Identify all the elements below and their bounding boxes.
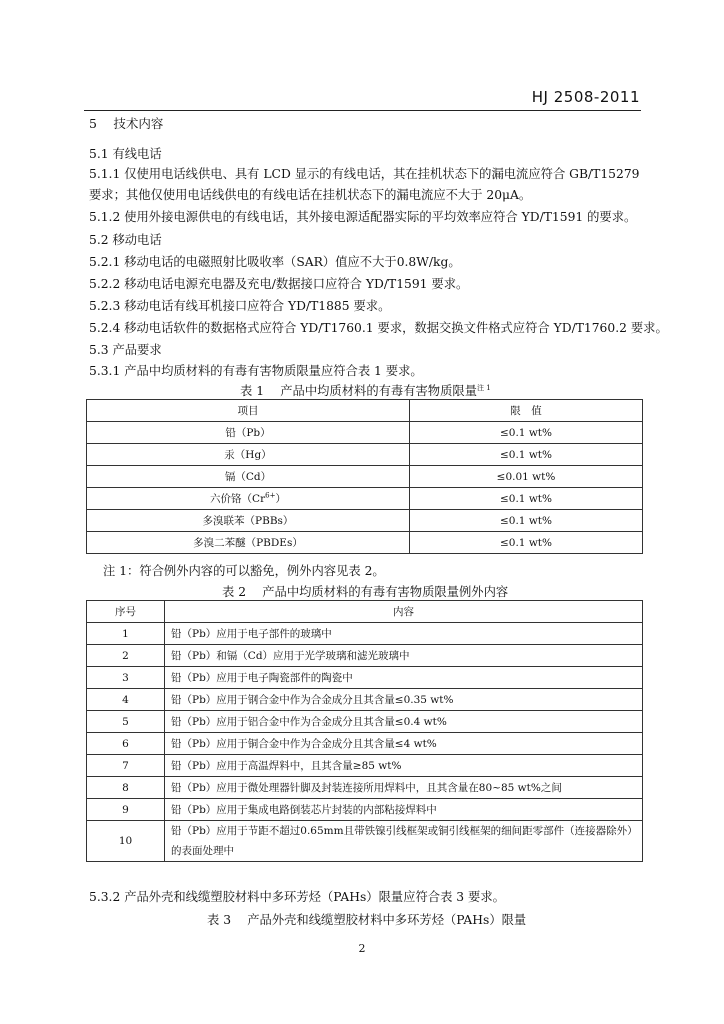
clause-5-3-2: 5.3.2 产品外壳和线缆塑胶材料中多环芳烃（PAHs）限量应符合表 3 要求。 (89, 890, 505, 904)
table-1-item-text: 六价铬（Cr (210, 493, 266, 505)
table-1-header-limit: 限 值 (410, 400, 643, 422)
table-row (87, 488, 643, 510)
section-5-title: 5 技术内容 (89, 116, 164, 131)
table-2 (86, 600, 643, 862)
table-2-no: 2 (87, 645, 165, 667)
table-row (87, 799, 643, 821)
table-1-item: 铅（Pb） (87, 422, 410, 444)
table-1-caption (240, 381, 491, 399)
clause-5-2-1: 5.2.1 移动电话的电磁照射比吸收率（SAR）值应不大于0.8W/kg。 (89, 255, 461, 269)
clause-5-2-2: 5.2.2 移动电话电源充电器及充电/数据接口应符合 YD/T1591 要求。 (89, 277, 469, 291)
table-row (87, 623, 643, 645)
table-2-header-row (87, 601, 643, 623)
document-code: HJ 2508-2011 (531, 88, 640, 106)
table-row (87, 711, 643, 733)
table-row (87, 444, 643, 466)
clause-5-3-1: 5.3.1 产品中均质材料的有毒有害物质限量应符合表 1 要求。 (89, 364, 423, 378)
section-5-2-heading: 5.2 移动电话 (89, 233, 162, 247)
table-row (87, 755, 643, 777)
table-2-no: 10 (87, 821, 165, 862)
table-2-content: 铅（Pb）应用于节距不超过0.65mm且带铁镍引线框架或铜引线框架的细间距零部件（连接器除外）的表面处理中 (165, 821, 643, 862)
table-2-no: 8 (87, 777, 165, 799)
table-1-item: 汞（Hg） (87, 444, 410, 466)
table-1-item: 镉（Cd） (87, 466, 410, 488)
table-row (87, 821, 643, 862)
table-2-content: 铅（Pb）应用于铝合金中作为合金成分且其含量≤0.4 wt% (165, 711, 643, 733)
table-row (87, 667, 643, 689)
table-2-content: 铅（Pb）应用于铜合金中作为合金成分且其含量≤4 wt% (165, 733, 643, 755)
table-2-content: 铅（Pb）和镉（Cd）应用于光学玻璃和滤光玻璃中 (165, 645, 643, 667)
table-1-caption-note-ref: 注 1 (477, 383, 491, 392)
table-1-item: 多溴联苯（PBBs） (87, 510, 410, 532)
table-row (87, 422, 643, 444)
table-1-limit: ≤0.1 wt% (410, 444, 643, 466)
table-row (87, 689, 643, 711)
table-row (87, 733, 643, 755)
table-2-no: 1 (87, 623, 165, 645)
table-2-no: 3 (87, 667, 165, 689)
table-2-content: 铅（Pb）应用于集成电路倒装芯片封装的内部粘接焊料中 (165, 799, 643, 821)
table-2-no: 7 (87, 755, 165, 777)
table-row (87, 510, 643, 532)
table-1-note: 注 1：符合例外内容的可以豁免，例外内容见表 2。 (103, 564, 385, 578)
table-2-caption: 表 2 产品中均质材料的有毒有害物质限量例外内容 (222, 585, 509, 599)
table-1 (86, 399, 643, 554)
table-row (87, 777, 643, 799)
table-1-caption-text: 表 1 产品中均质材料的有毒有害物质限量 (240, 384, 477, 398)
table-row (87, 645, 643, 667)
table-1-limit: ≤0.01 wt% (410, 466, 643, 488)
section-5-1-heading: 5.1 有线电话 (89, 147, 162, 161)
table-2-no: 6 (87, 733, 165, 755)
table-row (87, 466, 643, 488)
table-2-content: 铅（Pb）应用于电子部件的玻璃中 (165, 623, 643, 645)
table-1-limit: ≤0.1 wt% (410, 488, 643, 510)
table-1-limit: ≤0.1 wt% (410, 422, 643, 444)
table-1-item: 多溴二苯醚（PBDEs） (87, 532, 410, 554)
clause-5-2-4: 5.2.4 移动电话软件的数据格式应符合 YD/T1760.1 要求，数据交换文件格式应符合 YD/T1760.2 要求。 (89, 321, 668, 335)
table-row (87, 532, 643, 554)
table-2-no: 5 (87, 711, 165, 733)
table-2-content: 铅（Pb）应用于钢合金中作为合金成分且其含量≤0.35 wt% (165, 689, 643, 711)
section-5-3-heading: 5.3 产品要求 (89, 343, 162, 357)
clause-5-2-3: 5.2.3 移动电话有线耳机接口应符合 YD/T1885 要求。 (89, 299, 391, 313)
table-3-caption: 表 3 产品外壳和线缆塑胶材料中多环芳烃（PAHs）限量 (207, 913, 527, 927)
table-1-limit: ≤0.1 wt% (410, 532, 643, 554)
table-2-no: 9 (87, 799, 165, 821)
clause-5-1-1-line2: 要求；其他仅使用电话线供电的有线电话在挂机状态下的漏电流应不大于 20μA。 (89, 188, 532, 202)
table-1-header-row (87, 400, 643, 422)
table-1-item-tail: ） (275, 493, 286, 505)
clause-5-1-1-line1: 5.1.1 仅使用电话线供电、具有 LCD 显示的有线电话，其在挂机状态下的漏电流应符合 GB/T15279 (89, 167, 640, 181)
page-number: 2 (358, 942, 366, 955)
table-1-header-item: 项目 (87, 400, 410, 422)
header-rule (84, 110, 641, 111)
table-2-header-no: 序号 (87, 601, 165, 623)
table-2-content: 铅（Pb）应用于微处理器针脚及封装连接所用焊料中，且其含量在80~85 wt%之间 (165, 777, 643, 799)
table-2-content: 铅（Pb）应用于高温焊料中，且其含量≥85 wt% (165, 755, 643, 777)
table-2-no: 4 (87, 689, 165, 711)
table-1-limit: ≤0.1 wt% (410, 510, 643, 532)
table-1-item-superscript: 6+ (265, 491, 276, 500)
clause-5-1-2: 5.1.2 使用外接电源供电的有线电话，其外接电源适配器实际的平均效率应符合 YD/T1591 的要求。 (89, 210, 637, 224)
table-2-content: 铅（Pb）应用于电子陶瓷部件的陶瓷中 (165, 667, 643, 689)
table-2-header-content: 内容 (165, 601, 643, 623)
table-1-item (87, 488, 410, 510)
